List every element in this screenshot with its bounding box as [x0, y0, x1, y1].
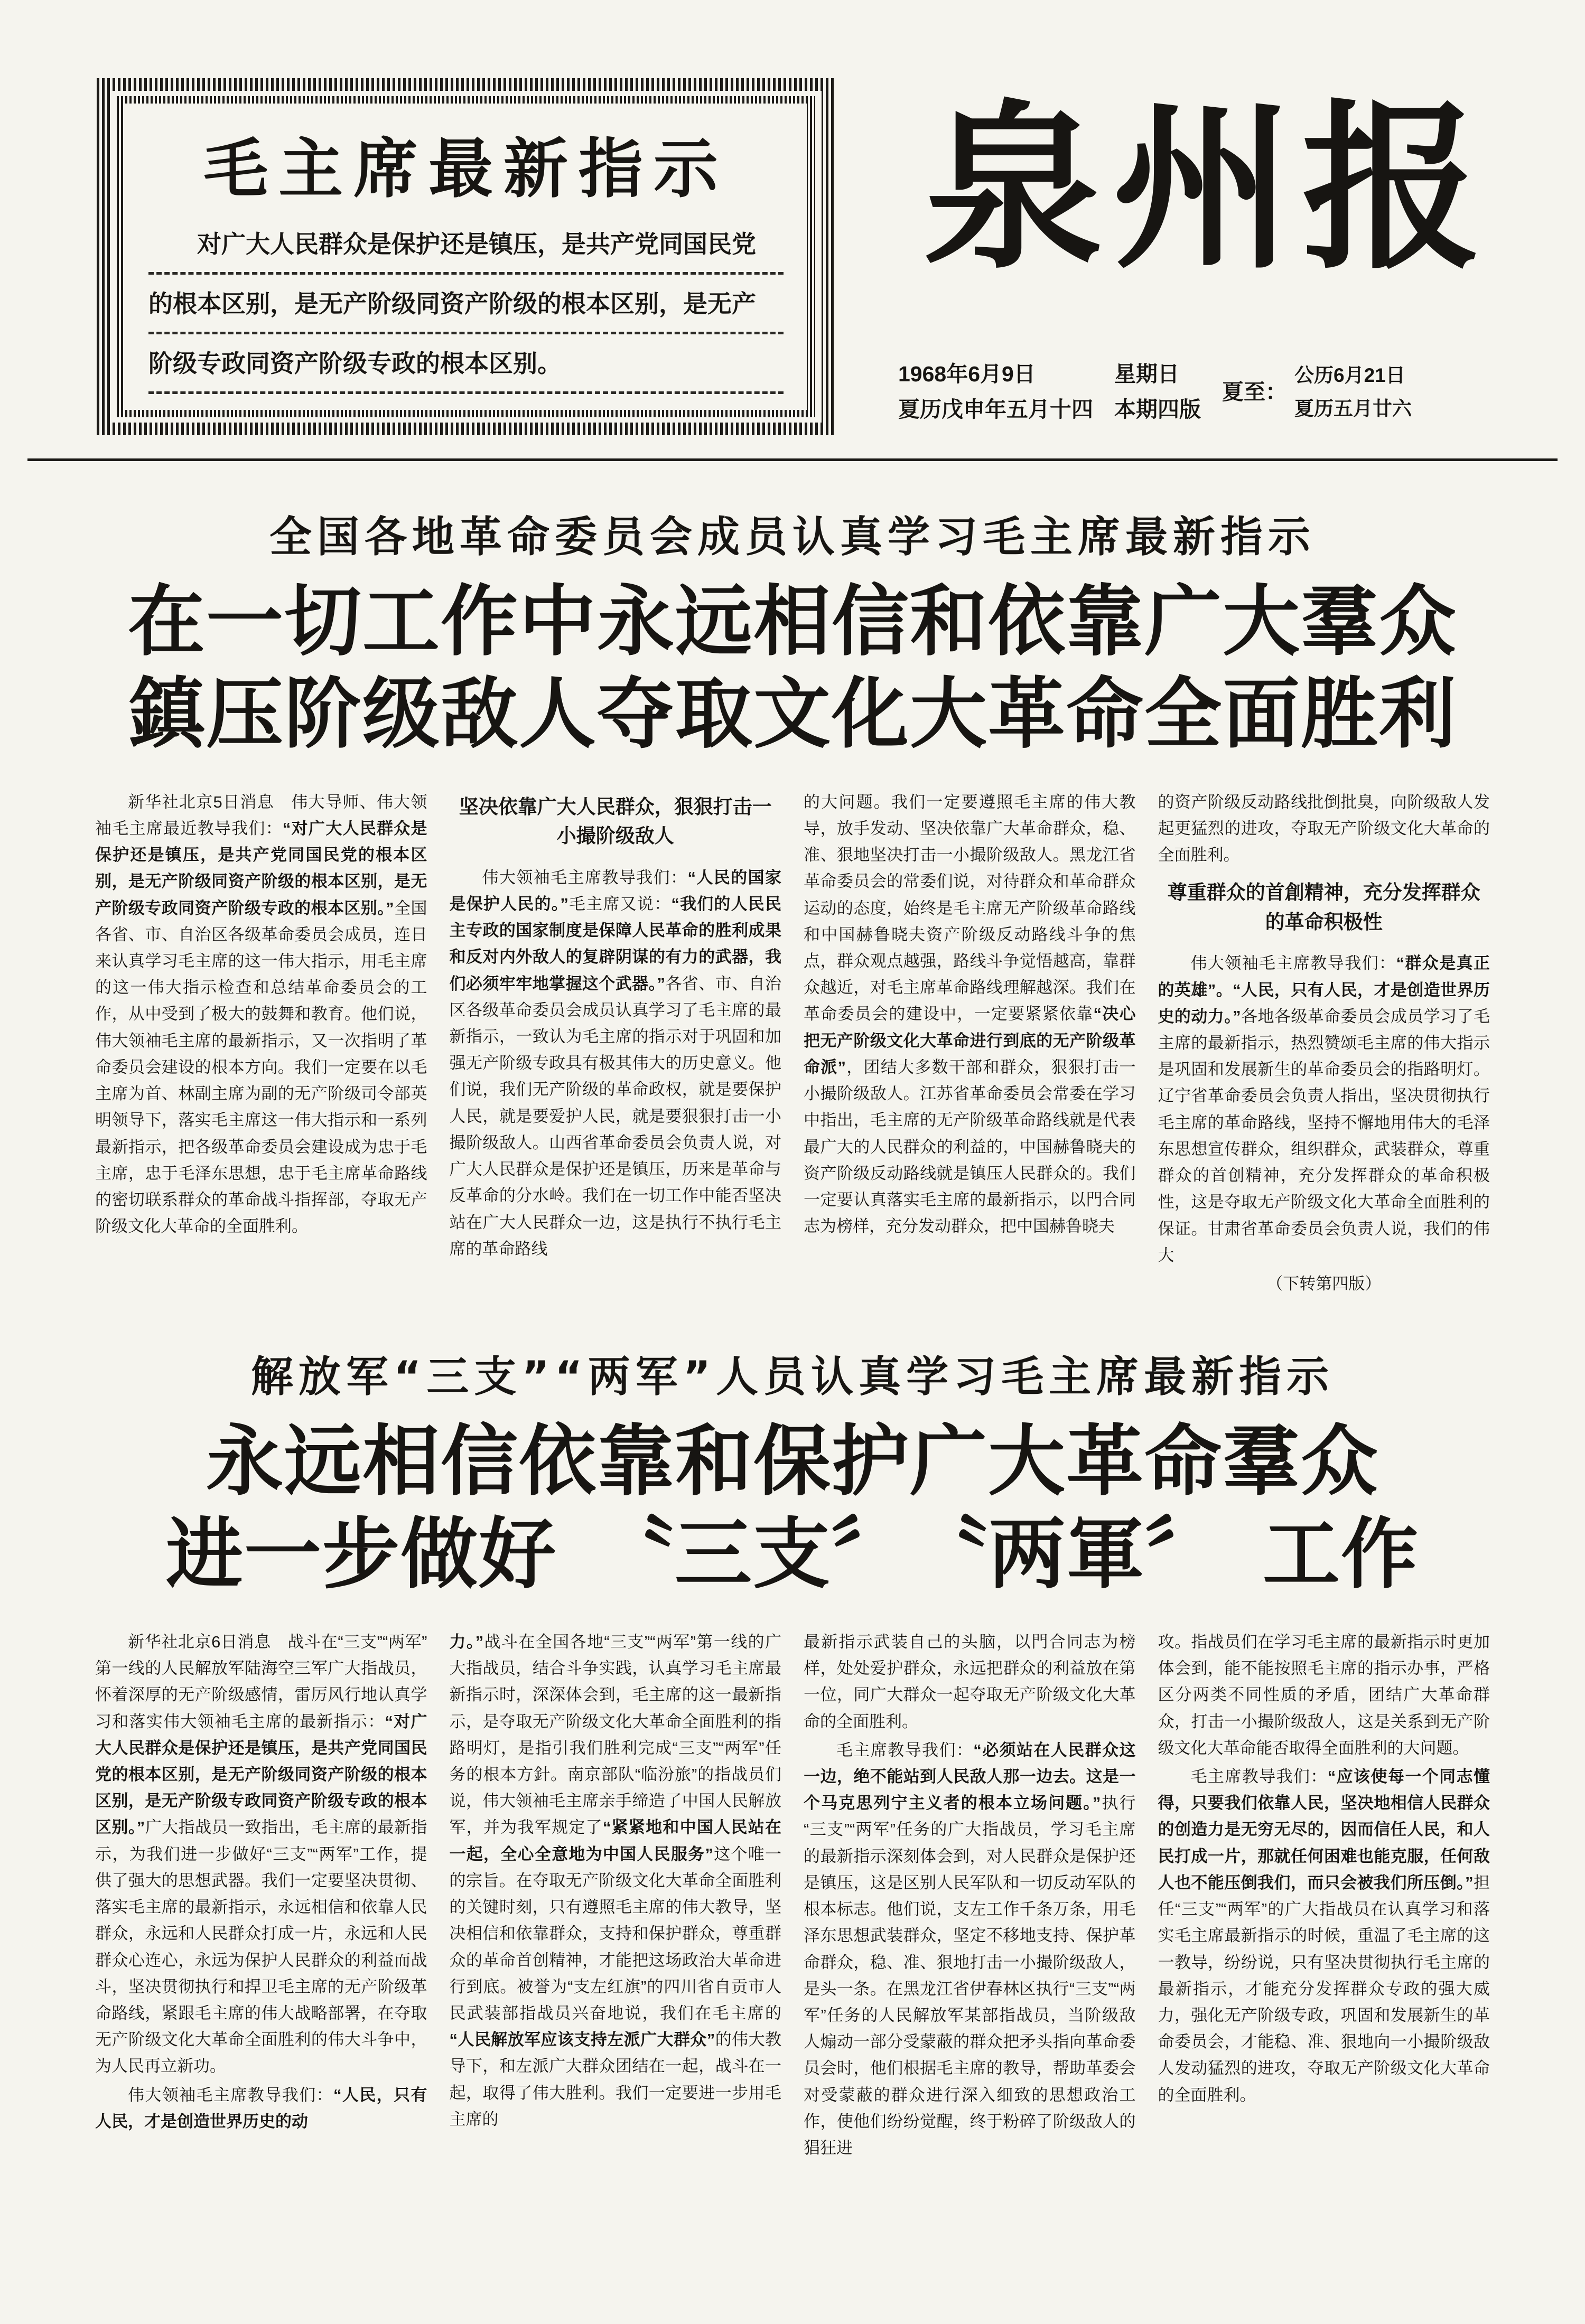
article1-headline-line1: 在一切工作中永远相信和依靠广大羣众	[128, 577, 1457, 667]
mao-quote-run: “对广大人民群众是保护还是镇压，是共产党同国民党的根本区别，是无产阶级同资产阶级的根本区别，是无产阶级专政同资产阶级专政的根本区别。”	[95, 1712, 427, 1837]
mao-directive-box	[97, 78, 835, 435]
article2-column-1	[95, 1629, 427, 2161]
text-run: 毛主席教导我们：	[836, 1740, 974, 1759]
mao-quote-run: “人民，只有人民，才是创造世界历史的动	[95, 2085, 427, 2131]
article2-kicker: 解放军“三支”“两军”人员认真学习毛主席最新指示	[250, 1352, 1335, 1402]
text-run: 的伟大教导下，和左派广大群众团结在一起，战斗在一起，取得了伟大胜利。我们一定要进一步用毛主席的	[449, 2030, 782, 2129]
text-run: 战斗在全国各地“三支”“两军”第一线的广大指战员，结合斗争实践，认真学习毛主席最新指示时，深深体会到，毛主席的这一最新指示，是夺取无产阶级文化大革命全面胜利的指路明灯，是指引我们胜利完成“三支”“两军”任务的根本方針。南京部队“临汾旅”的指战员们说，伟大领袖毛主席亲手缔造了中国人民解放军，并为我军规定了	[449, 1632, 781, 1837]
text-run: 伟大领袖毛主席教导我们：	[1190, 954, 1396, 973]
text-run: 新华社北京6日消息 战斗在“三支”“两军”第一线的人民解放军陆海空三军广大指战员，怀着深厚的无产阶级感情，雷厉风行地认真学习和落实伟大领袖毛主席的最新指示：	[95, 1632, 427, 1731]
text-run: 的大问题。我们一定要遵照毛主席的伟大教导，放手发动、坚决依靠广大革命群众，稳、准、狠地坚决打击一小撮阶级敌人。黑龙江省革命委员会的常委们说，对待群众和革命群众运动的态度，始终是毛主席无产阶级革命路线和中国赫鲁晓夫资产阶级反动路线斗争的焦点，群众观点越强，路线斗争觉悟越高，靠群众越近，对毛主席革命路线理解越深。我们在革命委员会的建设中，一定要紧紧依靠	[804, 792, 1136, 1024]
article1-column-2	[450, 789, 782, 1298]
mao-quote-run: “必须站在人民群众这一边，绝不能站到人民敌人那一边去。这是一个马克思列宁主义者的根本立场问题。”	[804, 1740, 1136, 1813]
article1-column-3	[804, 789, 1136, 1298]
paragraph	[450, 1629, 782, 2133]
paragraph	[1158, 1764, 1490, 2109]
weekday: 星期日	[1114, 362, 1179, 386]
text-run: ，团结大多数干部和群众，狠狠打击一小撮阶级敌人。江苏省革命委员会常委在学习中指出，毛主席的无产阶级革命路线就是代表最广大的人民群众的利益的，中国赫鲁晓夫的资产阶级反动路线就是镇压人民群众的。我们一定要认真落实毛主席的最新指示，以門合同志为榜样，充分发动群众，把中国赫鲁晓夫	[804, 1057, 1136, 1236]
article1-subhead-1: 坚决依靠广大人民群众，狠狠打击一小撮阶级敌人	[459, 795, 772, 847]
mao-quote-line: 的根本区别，是无产阶级同资产阶级的根本区别，是无产	[148, 287, 784, 334]
edition-count: 本期四版	[1114, 397, 1201, 421]
article1-column-4	[1158, 789, 1490, 1298]
mao-quote-run: “紧紧地和中国人民站在一起，全心全意地为中国人民服务”	[449, 1818, 782, 1863]
text-run: 担任“三支”“两军”的广大指战员在认真学习和落实毛主席最新指示的时候，重温了毛主席的这一教导，纷纷说，只有坚决贯彻执行毛主席的最新指示，才能充分发挥群众专政的强大威力，强化无产阶级专政，巩固和发展新生的革命委员会，才能稳、准、狠地向一小撮阶级敌人发动猛烈的进攻，夺取无产阶级文化大革命的全面胜利。	[1158, 1873, 1490, 2104]
solstice-label: 夏至：	[1222, 379, 1287, 404]
text-run: 这个唯一的宗旨。在夺取无产阶级文化大革命全面胜利的关键时刻，只有遵照毛主席的伟大教导，坚决相信和依靠群众，支持和保护群众，尊重群众的革命首创精神，才能把这场政治大革命进行到底。被誉为“支左红旗”的四川省自贡市人民武装部指战员兴奋地说，我们在毛主席的	[449, 1844, 782, 2022]
paragraph	[95, 789, 427, 1240]
text-run: 各地各级革命委员会成员学习了毛主席的最新指示，热烈赞颂毛主席的伟大指示是巩固和发展新生的革命委员会的指路明灯。辽宁省革命委员会负责人指出，坚决贯彻执行毛主席的革命路线，坚持不懈地用伟大的毛泽东思想宣传群众，组织群众，武装群众，尊重群众的首创精神，充分发挥群众的革命积极性，这是夺取无产阶级文化大革命全面胜利的保证。甘肃省革命委员会负责人说，我们的伟大	[1158, 1007, 1490, 1264]
text-run: 伟大领袖毛主席教导我们：	[128, 2085, 333, 2104]
article1-kicker: 全国各地革命委员会成员认真学习毛主席最新指示	[269, 512, 1316, 561]
mao-quote-run: “我们的人民民主专政的国家制度是保障人民革命的胜利成果和反对内外敌人的复辟阴谋的有力的武器，我们必须牢牢地掌握这个武器。”	[449, 894, 782, 993]
paragraph	[450, 865, 782, 1262]
mao-box-title: 毛主席最新指示	[203, 132, 729, 207]
dateline	[898, 363, 1532, 420]
newspaper-header	[0, 0, 1585, 475]
lunar-date: 夏历戊申年五月十四	[898, 397, 1093, 421]
article2-column-3	[804, 1629, 1136, 2161]
masthead-title: 泉州报	[924, 83, 1491, 294]
gregorian-date: 1968年6月9日	[898, 362, 1036, 386]
paragraph: 的资产阶级反动路线批倒批臭，向阶级敌人发起更猛烈的进攻，夺取无产阶级文化大革命的全面胜利。	[1158, 792, 1490, 865]
article1-column-1	[95, 789, 427, 1298]
dateline-issue-block	[1114, 363, 1201, 420]
mao-quote-run: “群众是真正的英雄”。“人民，只有人民，才是创造世界历史的动力。”	[1158, 954, 1490, 1026]
mao-box-inner-border	[117, 96, 815, 417]
article2-column-4	[1158, 1629, 1490, 2161]
paragraph: 最新指示武装自己的头脑，以門合同志为榜样，处处爱护群众，永远把群众的利益放在第一位，同广大群众一起夺取无产阶级文化大革命的全面胜利。	[804, 1632, 1136, 1731]
paragraph: 攻。指战员们在学习毛主席的最新指示时更加体会到，能不能按照毛主席的指示办事，严格区分两类不同性质的矛盾，团结广大革命群众，打击一小撮阶级敌人，这是关系到无产阶级文化大革命能否取得全面胜利的大问题。	[1158, 1632, 1490, 1757]
paragraph	[95, 1629, 427, 2080]
mao-quote-run: “人民的国家是保护人民的。”	[449, 868, 782, 913]
article1-headline-line2: 鎮压阶级敌人夺取文化大革命全面胜利	[128, 669, 1457, 760]
paragraph	[804, 789, 1136, 1240]
mao-box-border-gap	[110, 91, 822, 423]
solstice-block	[1222, 366, 1412, 418]
text-run: 毛主席又说：	[568, 894, 672, 913]
mao-quote-run: “应该使每一个同志懂得，只要我们依靠人民，坚决地相信人民群众的创造力是无穷无尽的，因而信任人民，和人民打成一片，那就任何困难也能克服，任何敌人也不能压倒我们，而只会被我们所压倒。”	[1158, 1767, 1490, 1892]
paragraph	[804, 1737, 1136, 2162]
solstice-lunar: 夏历五月廿六	[1294, 398, 1412, 419]
text-run: 全国各省、市、自治区各级革命委员会成员，连日来认真学习毛主席的这一伟大指示，用毛主席的这一伟大指示检查和总结革命委员会的工作，从中受到了极大的鼓舞和教育。他们说，伟大领袖毛主席的最新指示，又一次指明了革命委员会建设的根本方向。我们一定要在以毛主席为首、林副主席为副的无产阶级司令部英明领导下，落实毛主席这一伟大指示和一系列最新指示，把各级革命委员会建设成为忠于毛主席，忠于毛泽东思想，忠于毛主席革命路线的密切联系群众的革命战斗指挥部，夺取无产阶级文化大革命的全面胜利。	[95, 898, 427, 1236]
mao-quote-line: 对广大人民群众是保护还是镇压，是共产党同国民党	[148, 228, 784, 275]
article1-columns	[95, 789, 1490, 1298]
mao-quote-run: “对广大人民群众是保护还是镇压，是共产党同国民党的根本区别，是无产阶级同资产阶级的根本区别，是无产阶级专政同资产阶级专政的根本区别。”	[95, 819, 427, 917]
text-run: 毛主席教导我们：	[1190, 1767, 1328, 1786]
article2-columns	[95, 1629, 1490, 2161]
mao-quote-run: “决心把无产阶级文化大革命进行到底的无产阶级革命派”	[804, 1005, 1136, 1076]
mao-quote-run: “人民解放军应该支持左派广大群众”	[449, 2030, 715, 2049]
dateline-date-block	[898, 363, 1093, 420]
solstice-dates	[1294, 366, 1412, 418]
paragraph	[95, 2082, 427, 2135]
article2-headline-line2: 进一步做好 〝三支〞 〝两軍〞 工作	[166, 1509, 1419, 1599]
continued-on-page-note: （下转第四版）	[1266, 1275, 1382, 1293]
mao-quote-run: 力。”	[449, 1632, 484, 1651]
text-run: 各省、市、自治区各级革命委员会成员认真学习了毛主席的最新指示，一致认为毛主席的指示对于巩固和加强无产阶级专政具有极其伟大的历史意义。他们说，我们无产阶级的革命政权，就是要保护人民，就是要爱护人民，就是要狠狠打击一小撮阶级敌人。山西省革命委员会负责人说，对广大人民群众是保护还是镇压，历来是革命与反革命的分水岭。我们在一切工作中能否坚决站在广大人民群众一边，这是执行不执行毛主席的革命路线	[449, 974, 782, 1258]
text-run: 新华社北京5日消息 伟大导师、伟大领袖毛主席最近教导我们：	[95, 792, 427, 838]
text-run: 伟大领袖毛主席教导我们：	[482, 868, 688, 887]
mao-quote-line: 阶级专政同资产阶级专政的根本区别。	[148, 347, 784, 394]
solstice-gregorian: 公历6月21日	[1294, 364, 1405, 386]
article1-subhead-2: 尊重群众的首創精神，充分发挥群众的革命积极性	[1167, 882, 1480, 933]
text-run: 广大指战员一致指出，毛主席的最新指示，为我们进一步做好“三支”“两军”工作，提供了强大的思想武器。我们一定要坚决贯彻、落实毛主席的最新指示，永远相信和依靠人民群众，永远和人民群众打成一片，永远和人民群众心连心，永远为保护人民群众的利益而战斗，坚决贯彻执行和捍卫毛主席的无产阶级革命路线，紧跟毛主席的伟大战略部署，在夺取无产阶级文化大革命全面胜利的伟大斗争中，为人民再立新功。	[95, 1818, 427, 2076]
article2-headline-line1: 永远相信依靠和保护广大革命羣众	[206, 1417, 1379, 1507]
header-divider-rule	[27, 458, 1558, 461]
article-revolutionary-committees	[95, 503, 1490, 1297]
mao-box-content	[125, 104, 807, 410]
mao-box-outer-border	[97, 78, 835, 435]
text-run: 执行“三支”“两军”任务的广大指战员，学习毛主席的最新指示深刻体会到，对人民群众是保护还是镇压，这是区别人民军队和一切反动军队的根本标志。他们说，支左工作千条万条，用毛泽东思想武装群众，坚定不移地支持、保护革命群众，稳、准、狠地打击一小撮阶级敌人，是头一条。在黑龙江省伊春林区执行“三支”“两军”任务的人民解放军某部指战员，当阶级敌人煽动一部分受蒙蔽的群众把矛头指向革命委员会时，他们根据毛主席的教导，帮助革委会对受蒙蔽的群众进行深入细致的思想政治工作，使他们纷纷觉醒，终于粉碎了阶级敌人的猖狂进	[804, 1794, 1136, 2158]
paragraph	[1158, 950, 1490, 1269]
mao-quote	[148, 228, 784, 394]
article-pla-three-supports	[95, 1343, 1490, 2161]
article2-column-2	[450, 1629, 782, 2161]
